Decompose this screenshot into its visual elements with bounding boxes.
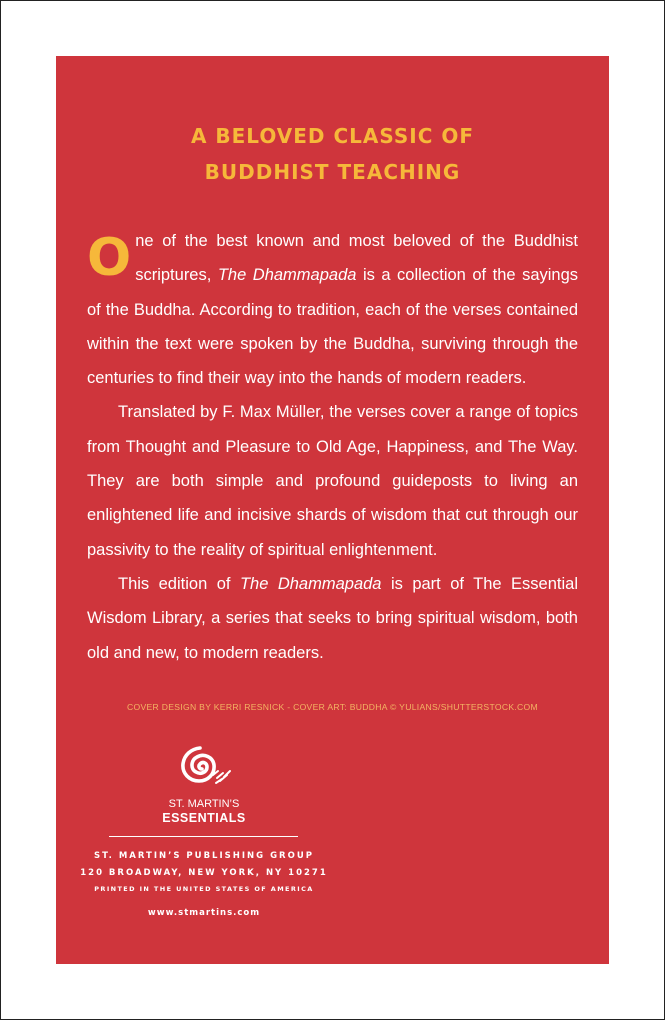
imprint-logo-text xyxy=(136,797,272,825)
description-paragraph-3 xyxy=(87,567,578,670)
printed-in: PRINTED IN THE UNITED STATES OF AMERICA xyxy=(94,885,314,893)
book-title: The Dhammapada xyxy=(239,574,382,593)
description-paragraph-2: Translated by F. Max Müller, the verses cover a range of topics from Thought and Pleasure to Old Age, Happiness, and The Way. They are both simple and profound guideposts to living an enlightened life and incisive shards of wisdom that cut through our passivity to the reality of spiritual enlightenment. xyxy=(87,403,578,559)
description-paragraph-1 xyxy=(87,224,578,395)
publisher-website-link[interactable]: www.stmartins.com xyxy=(147,908,261,918)
drop-cap: O xyxy=(87,228,132,288)
publisher-info xyxy=(76,848,332,897)
cover-credit: COVER DESIGN BY KERRI RESNICK - COVER ART: BUDDHA © YULIANS/SHUTTERSTOCK.COM xyxy=(127,702,538,712)
divider-rule xyxy=(109,836,298,837)
headline-line-1: A BELOVED CLASSIC OF xyxy=(190,124,475,148)
imprint-name-line-2: ESSENTIALS xyxy=(162,811,246,825)
headline-line-2: BUDDHIST TEACHING xyxy=(204,160,461,184)
publisher-address: 120 BROADWAY, NEW YORK, NY 10271 xyxy=(80,868,328,878)
p3-text-a: This edition of xyxy=(118,574,240,593)
back-cover xyxy=(56,56,609,964)
p1-text-b: is a collection of the sayings of the Buddha. According to tradition, each of the verses contained within the text were spoken by the Buddha, surviving through the centuries to find their way into the hands of modern readers. xyxy=(87,266,579,388)
imprint-name-line-1: ST. MARTIN’S xyxy=(168,798,240,810)
swirl-logo-icon xyxy=(172,742,236,792)
description xyxy=(87,224,578,670)
book-title: The Dhammapada xyxy=(217,266,357,285)
cover-headline xyxy=(56,118,609,190)
p1-text-a: ne of the best known and most beloved of the Buddhist scriptures, xyxy=(135,232,578,285)
p3-text-b: is part of The Essential Wisdom Library, a series that seeks to bring spiritual wisdom, both old and new, to modern readers. xyxy=(87,574,578,662)
publisher-name: ST. MARTIN’S PUBLISHING GROUP xyxy=(94,851,314,861)
